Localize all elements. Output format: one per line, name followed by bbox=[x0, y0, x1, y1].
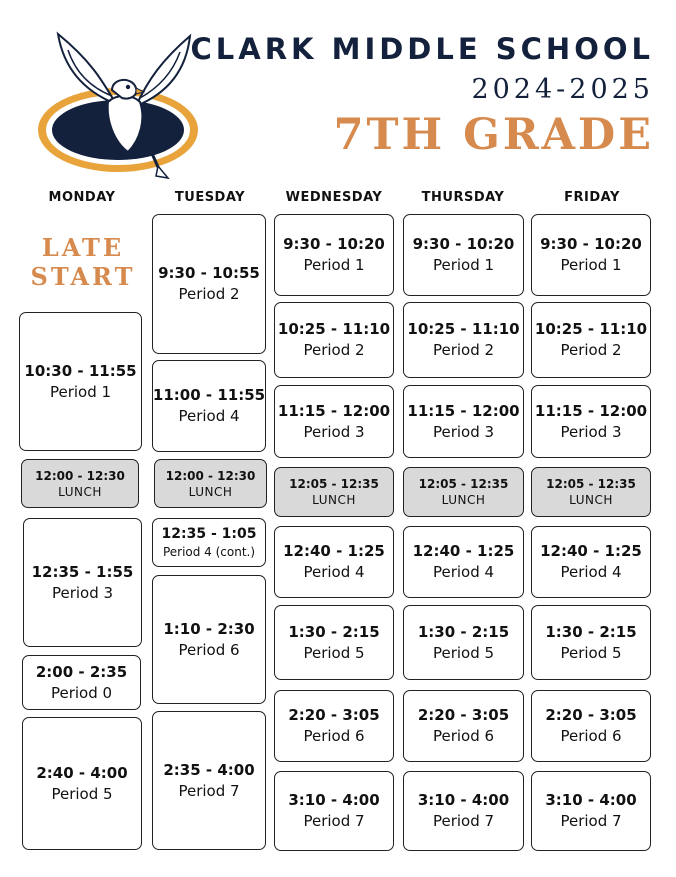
schedule-slot bbox=[274, 214, 394, 296]
slot-time: 2:40 - 4:00 bbox=[36, 763, 128, 782]
slot-time: 12:00 - 12:30 bbox=[35, 468, 125, 483]
schedule-slot bbox=[403, 526, 524, 598]
slot-time: 10:30 - 11:55 bbox=[24, 361, 137, 380]
day-header-wednesday: WEDNESDAY bbox=[285, 190, 383, 205]
slot-label: Period 2 bbox=[560, 341, 622, 359]
slot-time: 2:35 - 4:00 bbox=[163, 760, 255, 779]
slot-label: Period 2 bbox=[303, 341, 365, 359]
schedule-slot bbox=[274, 526, 394, 598]
slot-time: 9:30 - 10:20 bbox=[412, 235, 515, 253]
schedule-slot bbox=[152, 575, 266, 704]
slot-label: Period 3 bbox=[560, 422, 622, 441]
slot-label: LUNCH bbox=[312, 493, 356, 507]
slot-time: 2:00 - 2:35 bbox=[35, 662, 128, 681]
schedule-slot bbox=[152, 214, 266, 354]
slot-time: 1:10 - 2:30 bbox=[163, 619, 255, 638]
slot-time: 1:30 - 2:15 bbox=[545, 622, 637, 641]
schedule-slot bbox=[403, 605, 524, 680]
schedule-slot bbox=[403, 771, 524, 851]
schedule-slot bbox=[152, 518, 266, 567]
slot-time: 12:05 - 12:35 bbox=[289, 477, 379, 491]
schedule-slot bbox=[152, 360, 266, 452]
schedule-slot bbox=[403, 385, 524, 458]
schedule-slot bbox=[274, 385, 394, 458]
eagle-mascot-icon bbox=[36, 30, 206, 180]
slot-time: 11:00 - 11:55 bbox=[152, 386, 266, 404]
slot-time: 12:05 - 12:35 bbox=[418, 477, 509, 491]
schedule-slot bbox=[274, 302, 394, 378]
day-header-tuesday: TUESDAY bbox=[174, 190, 246, 205]
slot-time: 12:40 - 1:25 bbox=[540, 542, 642, 560]
school-year: 2024-2025 bbox=[471, 74, 654, 105]
slot-label: LUNCH bbox=[441, 493, 486, 507]
slot-time: 1:30 - 2:15 bbox=[417, 622, 510, 641]
slot-label: Period 4 bbox=[178, 407, 240, 425]
lunch-slot bbox=[531, 467, 651, 517]
schedule-slot bbox=[23, 518, 142, 647]
schedule-slot bbox=[274, 771, 394, 851]
schedule-slot bbox=[531, 605, 651, 680]
schedule-slot bbox=[152, 711, 266, 850]
slot-label: Period 3 bbox=[432, 422, 495, 441]
slot-label: Period 4 bbox=[303, 563, 365, 581]
lunch-slot bbox=[403, 467, 524, 517]
slot-time: 10:25 - 11:10 bbox=[534, 320, 648, 338]
slot-time: 12:00 - 12:30 bbox=[165, 468, 256, 483]
schedule-slot bbox=[274, 605, 394, 680]
late-start-line-1: LATE bbox=[41, 233, 125, 262]
slot-time: 1:30 - 2:15 bbox=[288, 622, 380, 641]
school-name: CLARK MIDDLE SCHOOL bbox=[190, 32, 654, 66]
day-header-friday: FRIDAY bbox=[564, 190, 620, 205]
schedule-slot bbox=[403, 214, 524, 296]
schedule-slot bbox=[531, 690, 651, 762]
slot-time: 11:15 - 12:00 bbox=[277, 401, 391, 420]
schedule-slot bbox=[403, 690, 524, 762]
slot-label: Period 5 bbox=[432, 643, 495, 662]
slot-label: LUNCH bbox=[569, 493, 613, 507]
late-start-note bbox=[22, 233, 144, 291]
schedule-slot bbox=[403, 302, 524, 378]
slot-time: 10:25 - 11:10 bbox=[407, 320, 520, 338]
slot-time: 12:35 - 1:55 bbox=[31, 562, 134, 581]
slot-label: Period 6 bbox=[560, 727, 622, 745]
schedule-slot bbox=[531, 526, 651, 598]
slot-time: 12:35 - 1:05 bbox=[161, 526, 257, 542]
lunch-slot bbox=[21, 459, 139, 508]
slot-label: Period 5 bbox=[560, 643, 622, 662]
slot-time: 12:05 - 12:35 bbox=[546, 477, 636, 491]
slot-label: Period 5 bbox=[51, 784, 113, 803]
slot-time: 3:10 - 4:00 bbox=[417, 791, 510, 809]
late-start-line-2: START bbox=[30, 262, 136, 291]
slot-time: 10:25 - 11:10 bbox=[277, 320, 391, 338]
schedule-slot bbox=[531, 771, 651, 851]
slot-time: 2:20 - 3:05 bbox=[545, 706, 637, 724]
slot-time: 2:20 - 3:05 bbox=[417, 706, 510, 724]
slot-label: LUNCH bbox=[188, 484, 233, 499]
slot-label: Period 1 bbox=[560, 256, 622, 274]
grade-title: 7TH GRADE bbox=[333, 110, 654, 160]
slot-time: 12:40 - 1:25 bbox=[412, 542, 515, 560]
lunch-slot bbox=[274, 467, 394, 517]
slot-time: 2:20 - 3:05 bbox=[288, 706, 380, 724]
slot-label: Period 4 (cont.) bbox=[162, 545, 256, 559]
day-header-monday: MONDAY bbox=[48, 190, 116, 205]
slot-label: Period 3 bbox=[51, 583, 114, 602]
slot-label: Period 4 bbox=[432, 563, 495, 581]
schedule-slot bbox=[274, 690, 394, 762]
slot-time: 3:10 - 4:00 bbox=[288, 791, 380, 809]
slot-label: Period 7 bbox=[178, 781, 240, 800]
slot-time: 9:30 - 10:20 bbox=[540, 235, 642, 253]
slot-label: Period 3 bbox=[303, 422, 365, 441]
slot-label: Period 0 bbox=[50, 683, 113, 702]
schedule-slot bbox=[531, 214, 651, 296]
schedule-slot bbox=[531, 385, 651, 458]
schedule-slot bbox=[19, 312, 142, 451]
slot-time: 11:15 - 12:00 bbox=[534, 401, 648, 420]
slot-label: Period 1 bbox=[432, 256, 495, 274]
slot-label: Period 6 bbox=[432, 727, 495, 745]
slot-time: 9:30 - 10:20 bbox=[283, 235, 385, 253]
slot-time: 12:40 - 1:25 bbox=[283, 542, 385, 560]
slot-label: Period 5 bbox=[303, 643, 365, 662]
slot-time: 9:30 - 10:55 bbox=[158, 264, 260, 282]
slot-time: 11:15 - 12:00 bbox=[407, 401, 520, 420]
slot-label: Period 4 bbox=[560, 563, 622, 581]
slot-label: Period 7 bbox=[303, 812, 365, 830]
slot-label: Period 1 bbox=[49, 382, 112, 401]
slot-label: Period 6 bbox=[303, 727, 365, 745]
schedule-slot bbox=[22, 717, 142, 850]
slot-label: Period 7 bbox=[560, 812, 622, 830]
slot-label: LUNCH bbox=[58, 484, 102, 499]
schedule-slot bbox=[22, 655, 141, 710]
slot-label: Period 7 bbox=[432, 812, 495, 830]
schedule-slot bbox=[531, 302, 651, 378]
slot-time: 3:10 - 4:00 bbox=[545, 791, 637, 809]
slot-label: Period 2 bbox=[432, 341, 495, 359]
slot-label: Period 1 bbox=[303, 256, 365, 274]
slot-label: Period 2 bbox=[178, 285, 240, 303]
day-header-thursday: THURSDAY bbox=[421, 190, 505, 205]
lunch-slot bbox=[154, 459, 267, 508]
slot-label: Period 6 bbox=[178, 640, 240, 659]
